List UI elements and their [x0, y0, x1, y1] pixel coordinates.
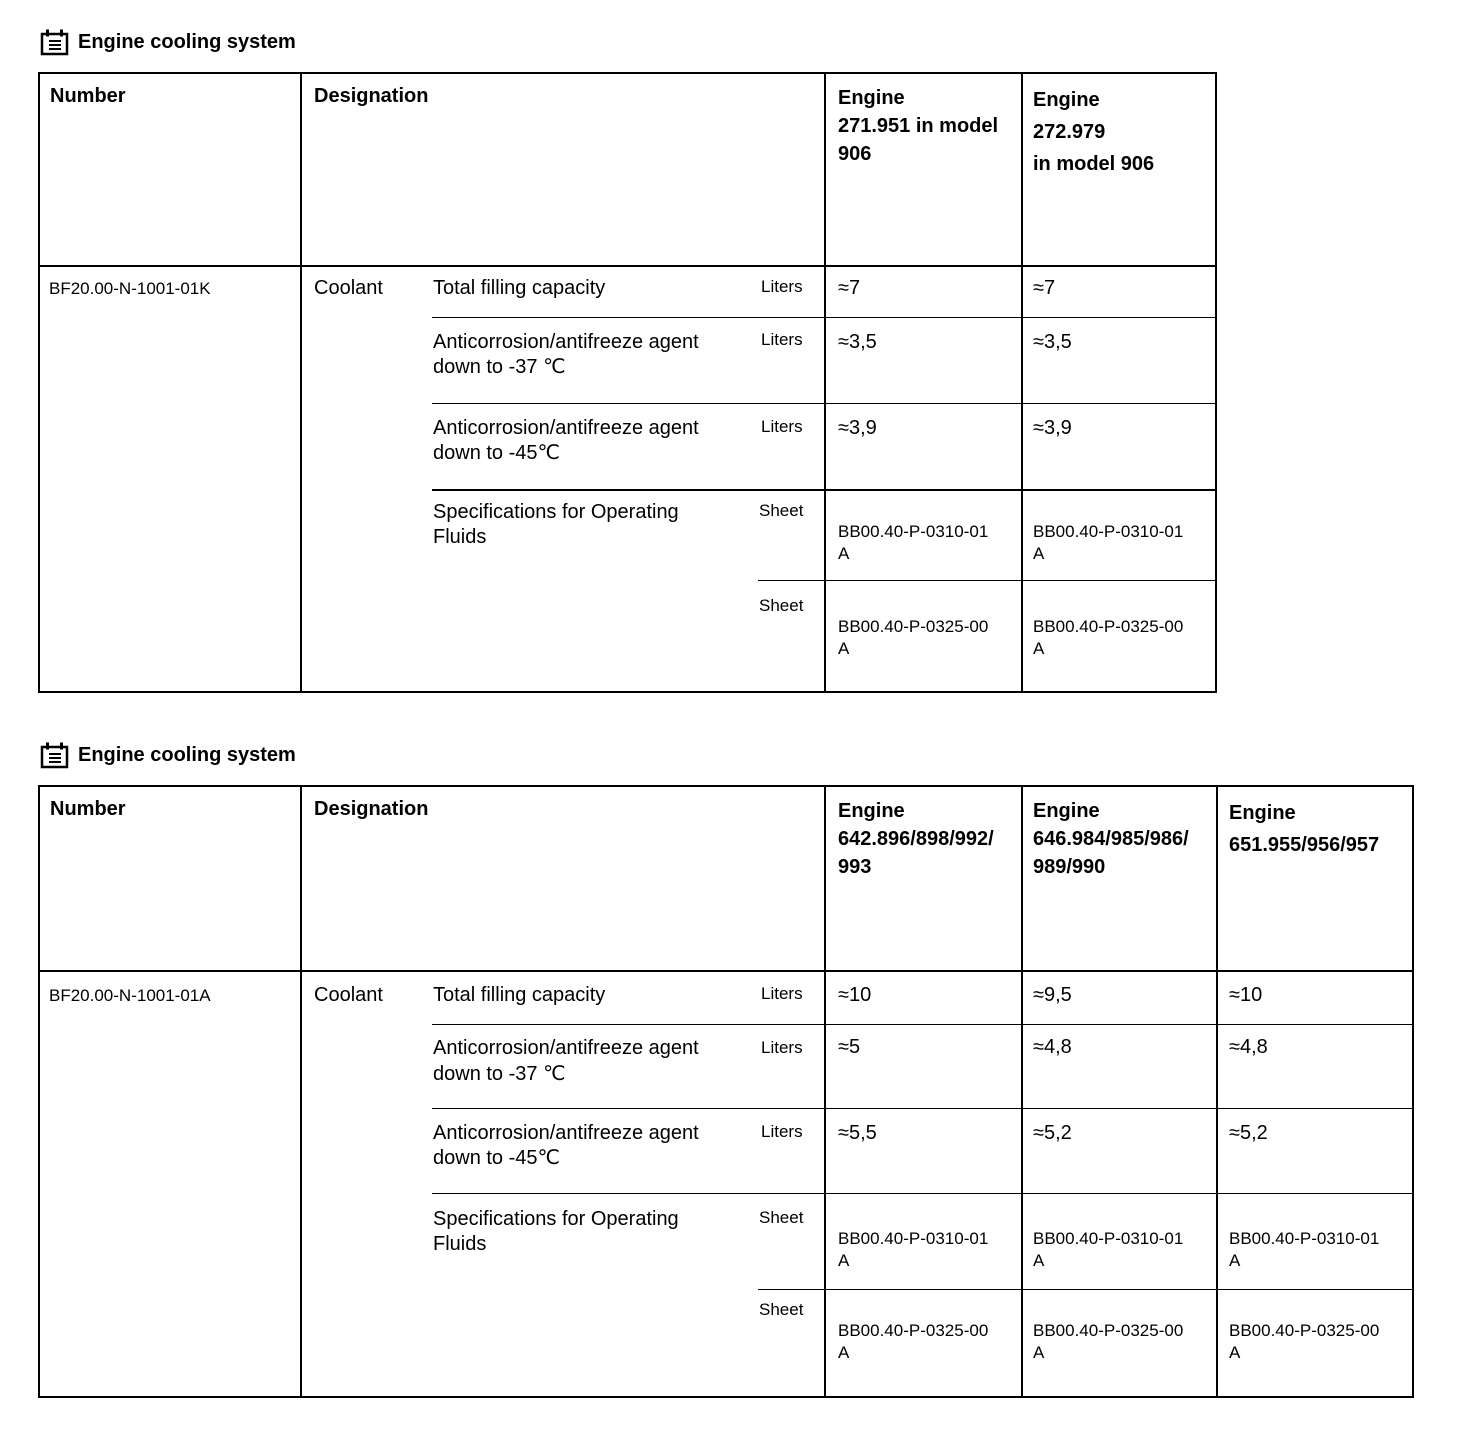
row-value: BB00.40-P-0310-01 A	[838, 522, 989, 563]
row-unit: Sheet	[759, 501, 804, 520]
row-value: BB00.40-P-0325-00 A	[838, 617, 989, 658]
row-value: ≈7	[1033, 277, 1056, 299]
header-designation: Designation	[314, 798, 429, 820]
row-label: Anticorrosion/antifreeze agent down to -37 ℃	[433, 331, 699, 378]
row-label: Total filling capacity	[433, 984, 606, 1006]
row-label: Total filling capacity	[433, 277, 606, 299]
row-value: ≈10	[1229, 984, 1263, 1006]
part-number: BF20.00-N-1001-01A	[49, 986, 211, 1005]
header-engine: Engine 271.951 in model 906	[838, 87, 999, 165]
row-unit: Liters	[761, 984, 803, 1003]
header-engine: Engine 651.955/956/957	[1229, 802, 1380, 856]
row-value: BB00.40-P-0325-00 A	[838, 1321, 989, 1362]
section-heading	[40, 27, 296, 57]
row-value: BB00.40-P-0310-01 A	[838, 1229, 989, 1270]
row-value: ≈5	[838, 1036, 861, 1058]
header-designation: Designation	[314, 85, 429, 107]
header-engine: Engine 272.979 in model 906	[1033, 89, 1155, 175]
row-unit: Liters	[761, 1038, 803, 1057]
row-label: Specifications for Operating Fluids	[433, 501, 679, 548]
section-title: Engine cooling system	[78, 743, 296, 766]
row-value: BB00.40-P-0310-01 A	[1033, 522, 1184, 563]
row-value: ≈3,9	[1033, 417, 1072, 439]
row-label: Specifications for Operating Fluids	[433, 1208, 679, 1255]
document-icon	[40, 741, 70, 769]
row-label: Anticorrosion/antifreeze agent down to -45℃	[433, 417, 699, 464]
row-label: Anticorrosion/antifreeze agent down to -45℃	[433, 1122, 699, 1169]
row-value: ≈5,2	[1033, 1122, 1072, 1144]
row-value: ≈3,9	[838, 417, 877, 439]
section-heading	[40, 740, 296, 770]
row-value: BB00.40-P-0325-00 A	[1033, 1321, 1184, 1362]
coolant-table-1	[38, 72, 1217, 693]
row-value: ≈3,5	[838, 331, 877, 353]
header-engine: Engine 646.984/985/986/ 989/990	[1033, 800, 1189, 878]
row-label: Anticorrosion/antifreeze agent down to -37 ℃	[433, 1037, 699, 1085]
row-unit: Liters	[761, 1122, 803, 1141]
header-number: Number	[50, 85, 126, 107]
row-value: BB00.40-P-0325-00 A	[1229, 1321, 1380, 1362]
row-value: BB00.40-P-0325-00 A	[1033, 617, 1184, 658]
header-engine: Engine 642.896/898/992/ 993	[838, 800, 994, 878]
row-value: ≈7	[838, 277, 861, 299]
document-icon	[40, 28, 70, 56]
row-unit: Liters	[761, 330, 803, 349]
row-unit: Liters	[761, 417, 803, 436]
row-unit: Sheet	[759, 1300, 804, 1319]
header-number: Number	[50, 798, 126, 820]
row-unit: Sheet	[759, 1208, 804, 1227]
row-unit: Sheet	[759, 596, 804, 615]
row-value: ≈10	[838, 984, 872, 1006]
row-value: ≈4,8	[1229, 1036, 1268, 1058]
section-title: Engine cooling system	[78, 30, 296, 53]
row-value: ≈5,5	[838, 1122, 877, 1144]
row-value: ≈5,2	[1229, 1122, 1268, 1144]
row-value: BB00.40-P-0310-01 A	[1033, 1229, 1184, 1270]
group-label: Coolant	[314, 984, 383, 1006]
row-unit: Liters	[761, 277, 803, 296]
row-value: ≈3,5	[1033, 331, 1072, 353]
part-number: BF20.00-N-1001-01K	[49, 279, 211, 298]
row-value: ≈9,5	[1033, 984, 1072, 1006]
group-label: Coolant	[314, 277, 383, 299]
coolant-table-2	[38, 785, 1414, 1398]
row-value: ≈4,8	[1033, 1036, 1072, 1058]
row-value: BB00.40-P-0310-01 A	[1229, 1229, 1380, 1270]
